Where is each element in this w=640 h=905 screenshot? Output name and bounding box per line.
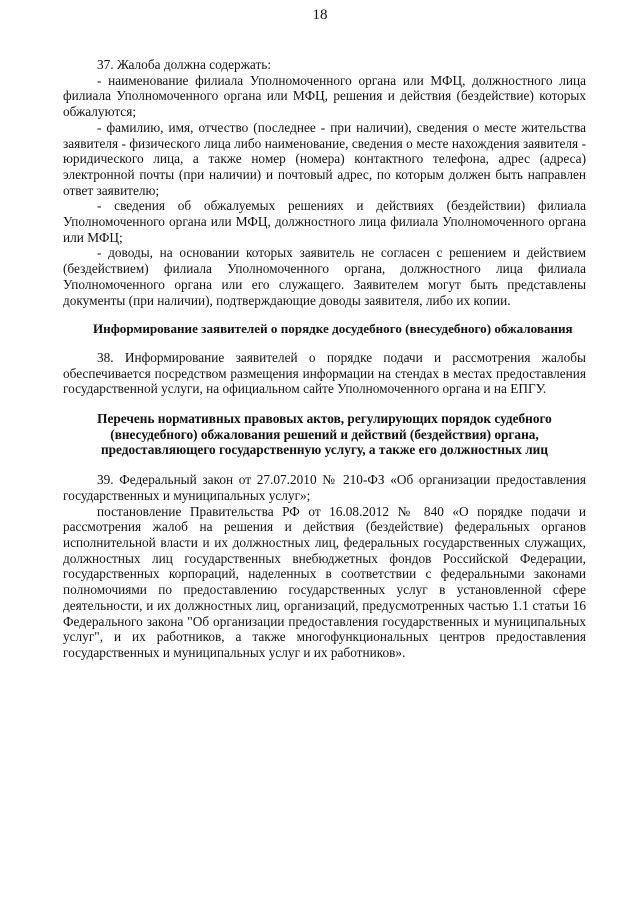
page-number: 18: [312, 7, 328, 23]
paragraph-38: 38. Информирование заявителей о порядке подачи и рассмотрения жалобы обеспечивается посредством размещения информации на стендах в местах предоставления государственной услуги, на официальном сайте Уполномоченного органа и на ЕПГУ.: [63, 349, 586, 397]
list-item-appealed-decisions: - сведения об обжалуемых решениях и действиях (бездействии) филиала Уполномоченного органа или МФЦ, должностного лица филиала Уполномоченного органа или МФЦ;: [63, 198, 586, 245]
list-item-applicant-details: - фамилию, имя, отчество (последнее - при наличии), сведения о месте жительства заявителя - физического лица либо наименование, сведения о месте нахождения заявителя - юридического лица, а также номер (номера) контактного телефона, адрес (адреса) электронной почты (при наличии) и почтовый адрес, по которым должен быть направлен ответ заявителю;: [63, 119, 586, 198]
paragraph-37-intro: 37. Жалоба должна содержать:: [97, 57, 272, 72]
heading-legal-acts-line-1: Перечень нормативных правовых актов, регулирующих порядок судебного: [97, 411, 552, 427]
heading-informing-applicants: Информирование заявителей о порядке досудебного (внесудебного) обжалования: [93, 321, 573, 337]
heading-legal-acts-line-2: (внесудебного) обжалования решений и действий (бездействия) органа,: [110, 426, 539, 442]
paragraph-government-decree: постановление Правительства РФ от 16.08.2012 № 840 «О порядке подачи и рассмотрения жалоб на решения и действия (бездействие) федеральных органов исполнительной власти и их должностных лиц, федеральных государственных служащих, должностных лиц государственных внебюджетных фондов Российской Федерации, государственных корпораций, наделенных в соответствии с федеральными законами полномочиями по предоставлению государственных услуг в установленной сфере деятельности, и их должностных лиц, организаций, предусмотренных частью 1.1 статьи 16 Федерального закона "Об организации предоставления государственных и муниципальных услуг", и их работников, а также многофункциональных центров предоставления государственных и муниципальных услуг и их работников».: [63, 503, 586, 660]
heading-legal-acts-list: [63, 411, 586, 458]
list-item-branch-name: - наименование филиала Уполномоченного органа или МФЦ, должностного лица филиала Уполномоченного органа или МФЦ, решения и действия (бездействие) которых обжалуются;: [63, 72, 586, 120]
list-item-arguments: - доводы, на основании которых заявитель не согласен с решением и действием (бездействием) филиала Уполномоченного органа, должностного лица филиала Уполномоченного органа или его служащего. Заявителем могут быть представлены документы (при наличии), подтверждающие доводы заявителя, либо их копии.: [63, 245, 586, 308]
document-body: [63, 57, 586, 661]
heading-legal-acts-line-3: предоставляющего государственную услугу, а также его должностных лиц: [100, 442, 548, 458]
paragraph-39-federal-law: 39. Федеральный закон от 27.07.2010 № 210-ФЗ «Об организации предоставления государственных и муниципальных услуг»;: [63, 472, 586, 503]
